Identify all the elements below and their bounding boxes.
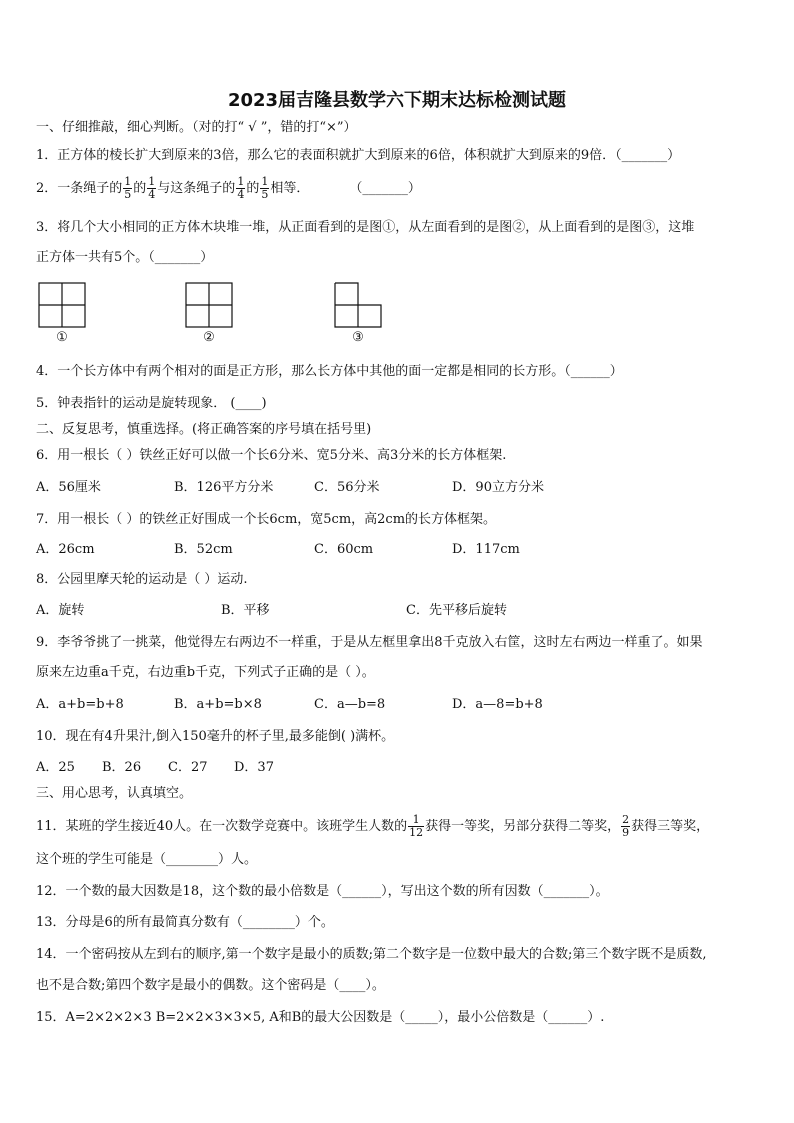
denominator: 5 [261,188,269,201]
q8-option-a: A．旋转 [36,603,85,618]
q6-option-d: D．90立方分米 [452,480,544,495]
figure-front-view [38,282,86,328]
figure-left-view [185,282,233,328]
q9-option-a: A．a+b=b+8 [36,697,124,712]
question-5: 5．钟表指针的运动是旋转现象． (____) [36,396,267,411]
question-6: 6．用一根长（ ）铁丝正好可以做一个长6分米、宽5分米、高3分米的长方体框架. [36,448,507,463]
question-9-line-2: 原来左边重a千克，右边重b千克，下列式子正确的是（ ）。 [36,665,375,680]
q2-text-4: 的 [246,181,260,196]
q10-option-d: D．37 [234,760,274,775]
numerator: 1 [124,175,132,188]
q7-option-a: A．26cm [36,542,95,557]
q2-text-1: 2．一条绳子的 [36,181,123,196]
numerator: 2 [622,813,630,826]
denominator: 4 [237,188,245,201]
q2-fraction-3 [236,176,245,201]
q11-text-2: 获得一等奖，另部分获得二等奖， [425,819,621,834]
numerator: 1 [148,175,156,188]
question-4: 4．一个长方体中有两个相对的面是正方形，那么长方体中其他的面一定都是相同的长方形。（______） [36,364,623,379]
q2-fraction-1 [123,176,132,201]
section-1-heading: 一、仔细推敲，细心判断。（对的打“ √ ”，错的打“×”） [36,120,357,135]
question-10: 10．现在有4升果汁,倒入150毫升的杯子里,最多能倒( )满杯。 [36,729,395,744]
figure-top-view [334,282,382,328]
section-2-heading: 二、反复思考，慎重选择。(将正确答案的序号填在括号里) [36,422,372,437]
question-14-line-1: 14．一个密码按从左到右的顺序,第一个数字是最小的质数;第二个数字是一位数中最大的合数;第三个数字既不是质数, [36,947,707,962]
numerator: 1 [261,175,269,188]
q6-option-a: A．56厘米 [36,480,101,495]
numerator: 1 [237,175,245,188]
q11-fraction-1 [408,814,424,839]
q6-option-c: C．56分米 [314,480,380,495]
q2-fraction-4 [260,176,269,201]
q9-option-b: B．a+b=b×8 [174,697,262,712]
q11-text-3: 获得三等奖， [631,819,710,834]
question-3-line-1: 3．将几个大小相同的正方体木块堆一堆，从正面看到的是图①，从左面看到的是图②，从上面看到的是图③，这堆 [36,220,695,235]
q9-option-d: D．a—8=b+8 [452,697,543,712]
denominator: 12 [409,826,424,839]
q7-option-d: D．117cm [452,542,520,557]
section-3-heading: 三、用心思考，认真填空。 [36,786,193,801]
page-title: 2023届吉隆县数学六下期末达标检测试题 [227,90,567,111]
question-8: 8．公园里摩天轮的运动是（ ）运动. [36,572,248,587]
q10-option-a: A．25 [36,760,75,775]
question-7: 7．用一根长（ ）的铁丝正好围成一个长6cm，宽5cm，高2cm的长方体框架。 [36,512,497,527]
figure-label-1: ① [56,330,68,345]
q2-fraction-2 [147,176,156,201]
question-11-line-2: 这个班的学生可能是（________）人。 [36,852,258,867]
question-14-line-2: 也不是合数;第四个数字是最小的偶数。这个密码是（____）。 [36,978,385,993]
q11-text-1: 11．某班的学生接近40人。在一次数学竞赛中。该班学生人数的 [36,819,408,834]
q7-option-c: C．60cm [314,542,374,557]
q9-option-c: C．a—b=8 [314,697,386,712]
numerator: 1 [408,814,424,827]
question-2 [36,176,766,201]
denominator: 5 [124,188,132,201]
q6-option-b: B．126平方分米 [174,480,274,495]
denominator: 4 [148,188,156,201]
q8-option-c: C．先平移后旋转 [406,603,507,618]
question-15: 15．A=2×2×2×3 B=2×2×3×3×5, A和B的最大公因数是（_____），最小公倍数是（______）. [36,1010,605,1025]
figure-label-3: ③ [352,330,364,345]
q2-text-2: 的 [133,181,147,196]
question-1: 1．正方体的棱长扩大到原来的3倍，那么它的表面积就扩大到原来的6倍，体积就扩大到原来的9倍．（_______） [36,148,681,163]
q10-option-c: C．27 [168,760,208,775]
question-3-line-2: 正方体一共有5个。（_______） [36,250,214,265]
denominator: 9 [622,826,630,839]
q8-option-b: B．平移 [221,603,270,618]
question-12: 12．一个数的最大因数是18，这个数的最小倍数是（______），写出这个数的所有因数（_______）。 [36,884,609,899]
q2-text-5: 相等． [270,181,310,196]
figure-label-2: ② [203,330,215,345]
q2-text-3: 与这条绳子的 [157,181,236,196]
q10-option-b: B．26 [102,760,142,775]
question-9-line-1: 9．李爷爷挑了一挑菜，他觉得左右两边不一样重，于是从左框里拿出8千克放入右筐，这时左右两边一样重了。如果 [36,635,703,650]
q11-fraction-2 [621,814,630,839]
q2-answer-blank: （_______） [349,181,421,196]
q7-option-b: B．52cm [174,542,233,557]
question-11 [36,814,766,840]
question-13: 13．分母是6的所有最简真分数有（________）个。 [36,915,334,930]
